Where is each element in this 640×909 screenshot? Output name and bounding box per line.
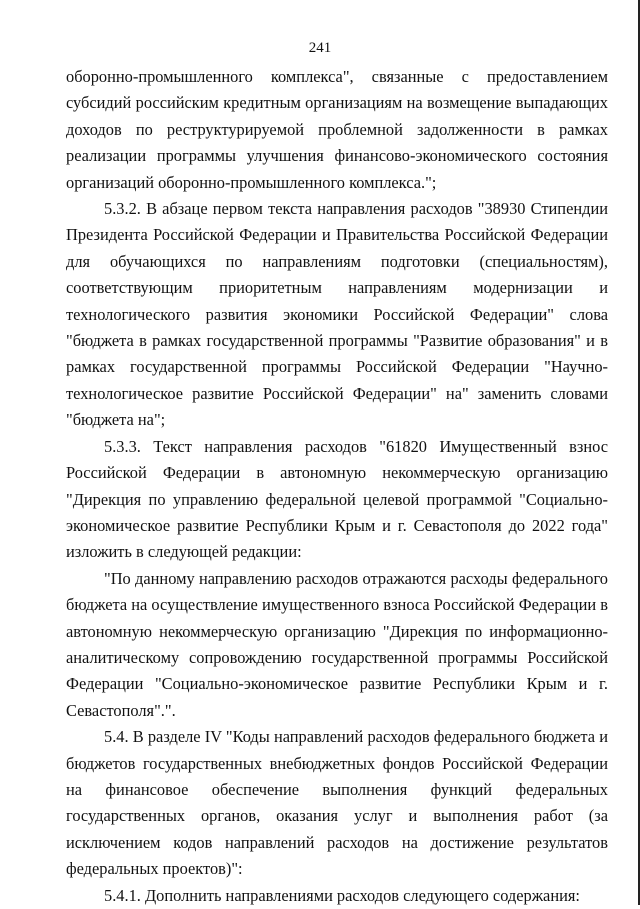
paragraph-continuation: оборонно-промышленного комплекса", связанные с предоставлением субсидий российским кредитным организациям на возмещение выпадающих доходов по реструктурируемой проблемной задолженности в рамках реализации программы улучшения финансово-экономического состояния организаций оборонно-промышленного комплекса."; xyxy=(66,67,608,192)
paragraph-5-3-3: 5.3.3. Текст направления расходов "61820 Имущественный взнос Российской Федерации в автономную некоммерческую организацию "Дирекция по управлению федеральной целевой программой "Социально-экономическое развитие Республики Крым и г. Севастополя до 2022 года" изложить в следующей редакции: xyxy=(66,436,608,562)
paragraph-quoted-text: "По данному направлению расходов отражаются расходы федерального бюджета на осуществление имущественного взноса Российской Федерации в автономную некоммерческую организацию "Дирекция по информационно-аналитическому сопровождению государственной программы Российской Федерации "Социально-экономическое развитие Республики Крым и г. Севастополя".". xyxy=(66,568,608,720)
paragraph-5-4-1: 5.4.1. Дополнить направлениями расходов следующего содержания: xyxy=(104,885,580,905)
paragraph-5-3-2: 5.3.2. В абзаце первом текста направления расходов "38930 Стипендии Президента Российской Федерации и Правительства Российской Федерации для обучающихся по направлениям подготовки (специальностям), соответствующим приоритетным направлениям модернизации и технологического развития экономики Российской Федерации" слова "бюджета в рамках государственной программы "Развитие образования" и в рамках государственной программы Российской Федерации "Научно-технологическое развитие Российской Федерации" на" заменить словами "бюджета на"; xyxy=(66,199,608,430)
paragraph-5-4: 5.4. В разделе IV "Коды направлений расходов федерального бюджета и бюджетов государственных внебюджетных фондов Российской Федерации на финансовое обеспечение выполнения функций федеральных государственных органов, оказания услуг и выполнения работ (за исключением кодов направлений расходов на достижение результатов федеральных проектов)": xyxy=(66,727,608,879)
document-body xyxy=(66,64,608,909)
page-number: 241 xyxy=(308,40,332,56)
